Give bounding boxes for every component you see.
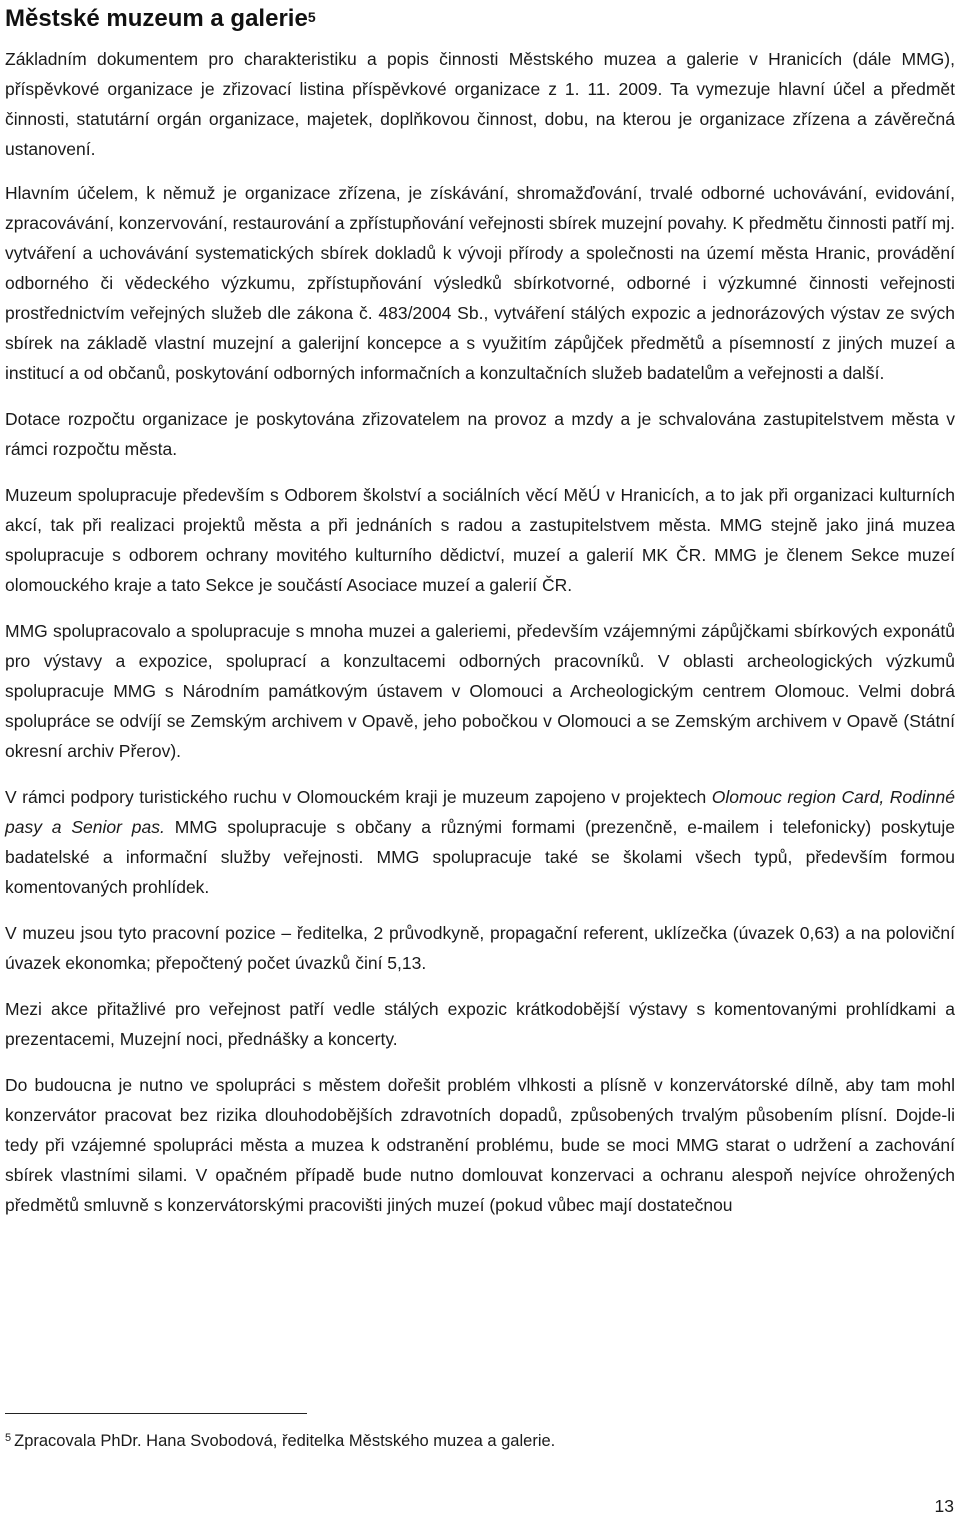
- paragraph-future: Do budoucna je nutno ve spolupráci s městem dořešit problém vlhkosti a plísně v konzervátorské dílně, aby tam mohl konzervátor pracovat bez rizika dlouhodobějších zdravotních dopadů, způsobených trvalým působením plísní. Dojde-li tedy při vzájemné spolupráci města a muzea k odstranění problému, bude se moci MMG starat o udržení a zachování sbírek vlastními silami. V opačném případě bude nutno domlouvat konzervaci a ochranu alespoň nejvíce ohrožených předmětů smluvně s konzervátorskými pracovišti jiných muzeí (pokud vůbec mají dostatečnou: [5, 1075, 955, 1215]
- paragraph-main-purpose: Hlavním účelem, k němuž je organizace zřízena, je získávání, shromažďování, trvalé odborné uchovávání, evidování, zpracovávání, konzervování, restaurování a zpřístupňování veřejnosti sbírek muzejní povahy. K předmětu činnosti patří mj. vytváření a uchovávání systematických sbírek dokladů k vývoji přírody a společnosti na území města Hranic, provádění odborného či vědeckého výzkumu, zpřístupňování výsledků sbírkotvorné, odborné i výzkumné činnosti veřejnosti prostřednictvím veřejných služeb dle zákona č. 483/2004 Sb., vytváření stálých expozic a jednorázových výstav ze svých sbírek na základě vlastní muzejní a galerijní koncepce a s využitím zápůjček předmětů a písemností z jiných muzeí a institucí a od občanů, poskytování odborných informačních a konzultačních služeb badatelům a veřejnosti a další.: [5, 183, 956, 383]
- page-title-text: Městské muzeum a galerie: [5, 5, 308, 32]
- page-number: 13: [934, 1496, 954, 1516]
- paragraph-cooperation-city: Muzeum spolupracuje především s Odborem školství a sociálních věcí MěÚ v Hranicích, a to jak při organizaci kulturních akcí, tak při realizaci projektů města a při jednáních s radou a zastupitelstvem města. MMG stejně jako jiná muzea spolupracuje s odborem ochrany movitého kulturního dědictví, muzeí a galerií MK ČR. MMG je členem Sekce muzeí olomouckého kraje a tato Sekce je součástí Asociace muzeí a galerií ČR.: [5, 485, 955, 595]
- paragraph-cooperation-museums: MMG spolupracovalo a spolupracuje s mnoha muzei a galeriemi, především vzájemnými zápůjčkami sbírkových exponátů pro výstavy a expozice, spoluprací a konzultacemi odborných pracovníků. V oblasti archeologických výzkumů spolupracuje MMG s Národním památkovým ústavem v Olomouci a Archeologickým centrem Olomouc. Velmi dobrá spolupráce se odvíjí se Zemským archivem v Opavě, jeho pobočkou v Olomouci a se Zemským archivem v Opavě (Státní okresní archiv Přerov).: [5, 621, 955, 761]
- document-page: [5, 0, 955, 1220]
- paragraph-budget: Dotace rozpočtu organizace je poskytována zřizovatelem na provoz a mzdy a je schvalována zastupitelstvem města v rámci rozpočtu města.: [5, 409, 955, 459]
- paragraph-tourism-text-start: V rámci podpory turistického ruchu v Olomouckém kraji je muzeum zapojeno v projektech: [5, 787, 712, 807]
- footnote-text: Zpracovala PhDr. Hana Svobodová, ředitelka Městského muzea a galerie.: [14, 1432, 556, 1450]
- project-names: Olomouc region Card, Rodinné pasy a Senior pas.: [5, 787, 955, 837]
- footnote-number: 5: [5, 1432, 12, 1444]
- paragraph-tourism: [5, 782, 955, 902]
- footnote: [5, 1428, 555, 1454]
- page-title: [5, 0, 955, 35]
- paragraph-staff: V muzeu jsou tyto pracovní pozice – ředitelka, 2 průvodkyně, propagační referent, uklízečka (úvazek 0,63) a na poloviční úvazek ekonomka; přepočtený počet úvazků činí 5,13.: [5, 923, 955, 973]
- footnote-separator: [5, 1413, 307, 1414]
- paragraph-events: Mezi akce přitažlivé pro veřejnost patří vedle stálých expozic krátkodobější výstavy s komentovanými prohlídkami a prezentacemi, Muzejní noci, přednášky a koncerty.: [5, 999, 955, 1049]
- footnote-reference: 5: [307, 9, 316, 25]
- paragraph-founding-document: Základním dokumentem pro charakteristiku a popis činnosti Městského muzea a galerie v Hranicích (dále MMG), příspěvkové organizace je zřizovací listina příspěvkové organizace z 1. 11. 2009. Ta vymezuje hlavní účel a předmět činnosti, statutární orgán organizace, majetek, doplňkovou činnost, dobu, na kterou je organizace zřízena a závěrečná ustanovení.: [5, 49, 955, 159]
- paragraph-tourism-text-end: MMG spolupracuje s občany a různými formami (prezenčně, e-mailem i telefonicky) poskytuje badatelské a informační služby veřejnosti. MMG spolupracuje také se školami všech typů, především formou komentovaných prohlídek.: [5, 817, 955, 897]
